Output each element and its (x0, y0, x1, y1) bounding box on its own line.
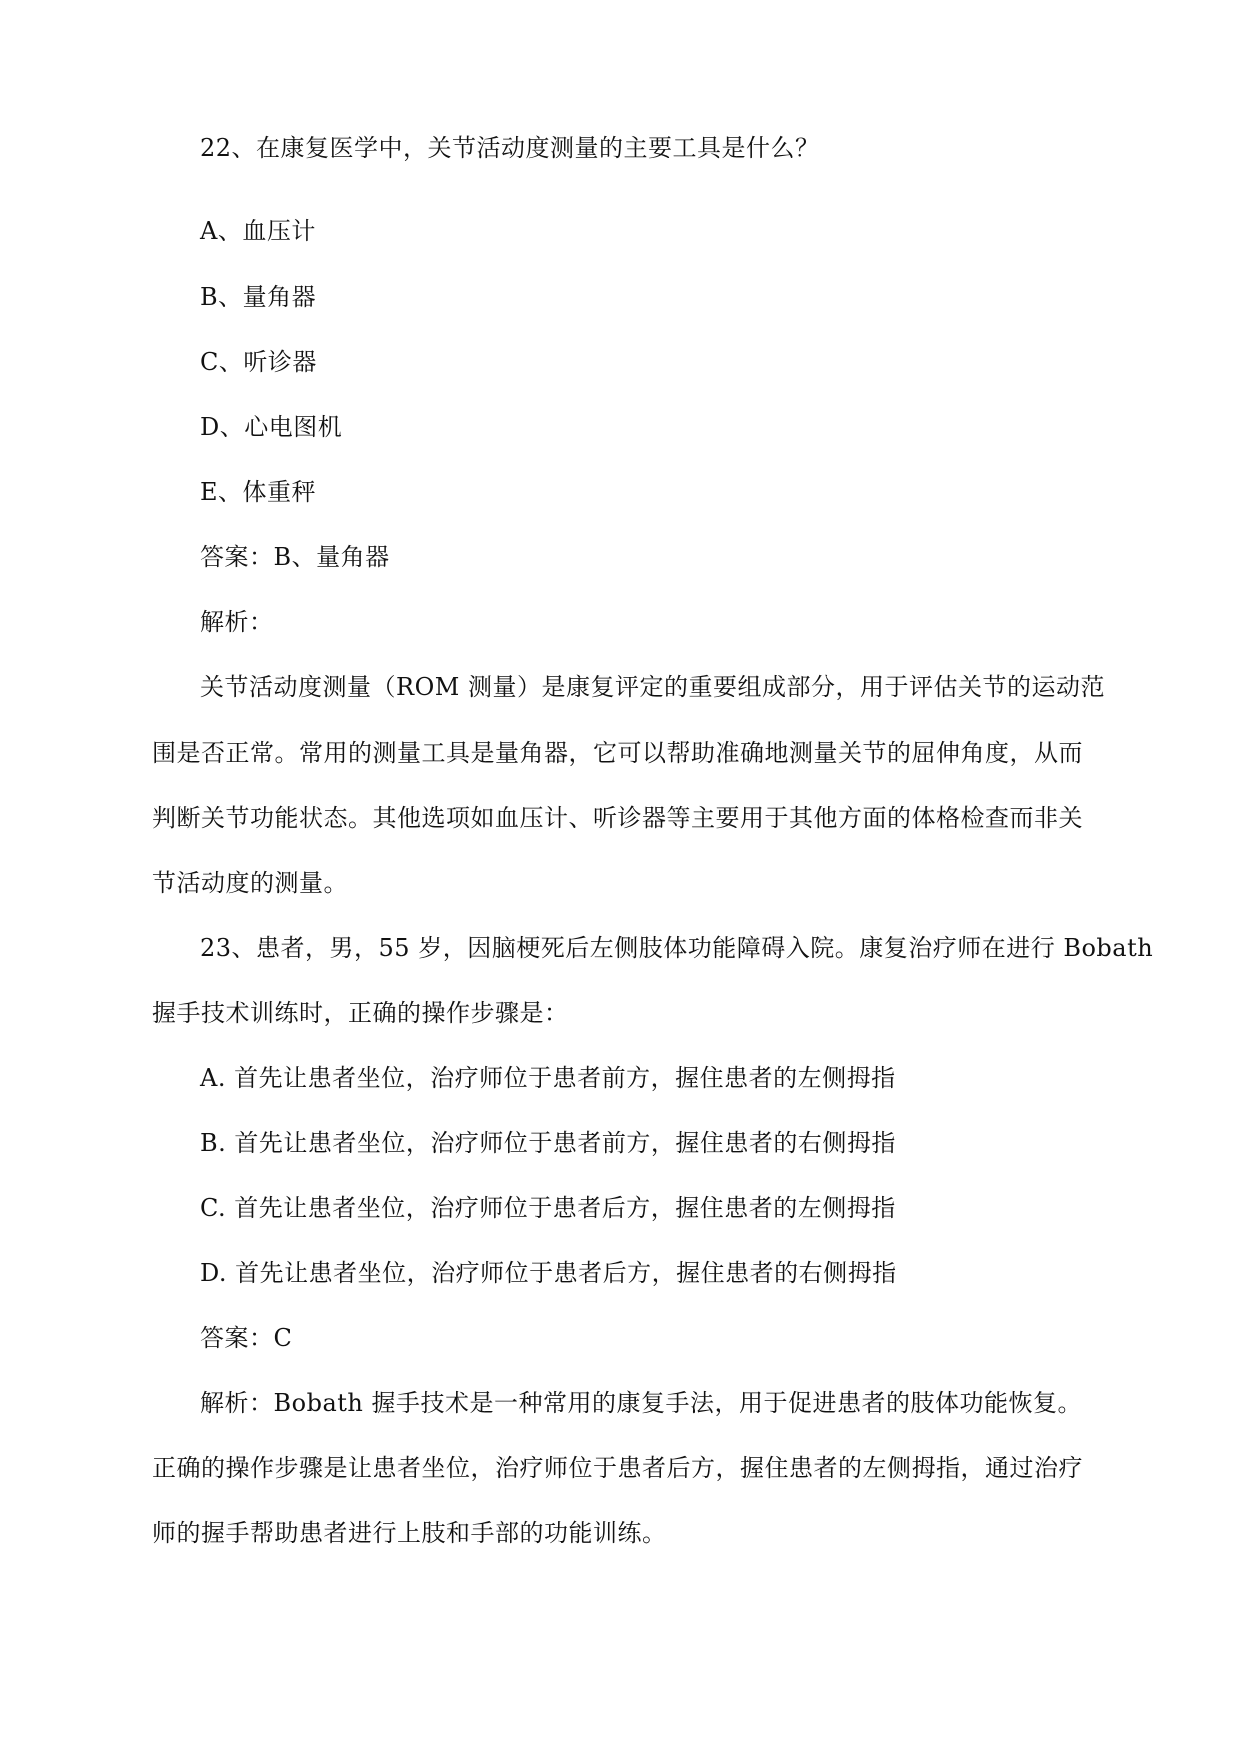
question-23-option-b: B. 首先让患者坐位，治疗师位于患者前方，握住患者的右侧拇指 (200, 1129, 896, 1157)
question-22-option-e: E、体重秤 (200, 478, 317, 506)
question-22-analysis-line-2: 围是否正常。常用的测量工具是量角器，它可以帮助准确地测量关节的屈伸角度，从而 (152, 739, 1083, 767)
question-23-analysis-line-1: 解析：Bobath 握手技术是一种常用的康复手法，用于促进患者的肢体功能恢复。 (200, 1389, 1082, 1417)
question-23-option-d: D. 首先让患者坐位，治疗师位于患者后方，握住患者的右侧拇指 (200, 1259, 897, 1287)
question-23-analysis-line-2: 正确的操作步骤是让患者坐位，治疗师位于患者后方，握住患者的左侧拇指，通过治疗 (152, 1454, 1083, 1482)
question-22-analysis-line-4: 节活动度的测量。 (152, 869, 348, 897)
question-22-analysis-line-1: 关节活动度测量（ROM 测量）是康复评定的重要组成部分，用于评估关节的运动范 (200, 673, 1105, 701)
question-22-option-d: D、心电图机 (200, 413, 343, 441)
question-22-analysis-line-3: 判断关节功能状态。其他选项如血压计、听诊器等主要用于其他方面的体格检查而非关 (152, 804, 1083, 832)
question-22-text: 22、在康复医学中，关节活动度测量的主要工具是什么？ (200, 134, 820, 162)
question-23-text-line-1: 23、患者，男，55 岁，因脑梗死后左侧肢体功能障碍入院。康复治疗师在进行 Bobath (200, 934, 1154, 962)
question-22-option-b: B、量角器 (200, 283, 317, 311)
question-22-answer: 答案：B、量角器 (200, 543, 390, 571)
question-23-option-c: C. 首先让患者坐位，治疗师位于患者后方，握住患者的左侧拇指 (200, 1194, 896, 1222)
question-23-text-line-2: 握手技术训练时，正确的操作步骤是： (152, 999, 569, 1027)
question-22-option-c: C、听诊器 (200, 348, 317, 376)
question-22-analysis-label: 解析： (200, 608, 274, 636)
question-23-answer: 答案：C (200, 1324, 293, 1352)
question-22-option-a: A、血压计 (200, 217, 316, 245)
question-23-analysis-line-3: 师的握手帮助患者进行上肢和手部的功能训练。 (152, 1519, 667, 1547)
question-23-option-a: A. 首先让患者坐位，治疗师位于患者前方，握住患者的左侧拇指 (200, 1064, 896, 1092)
